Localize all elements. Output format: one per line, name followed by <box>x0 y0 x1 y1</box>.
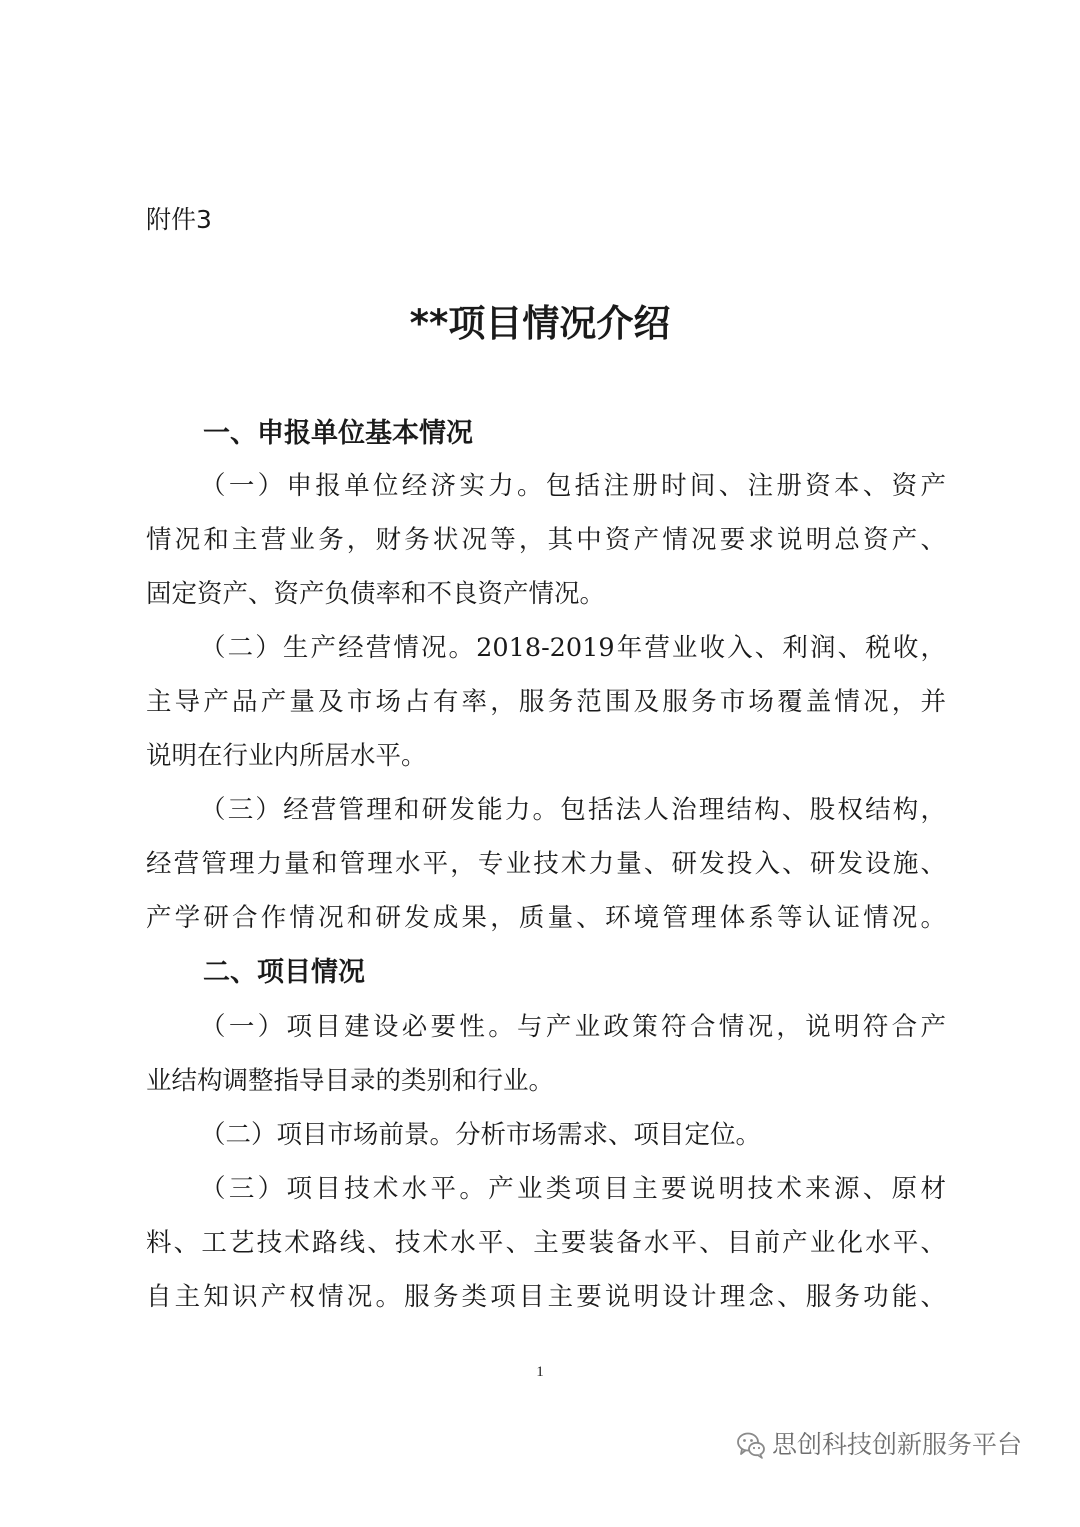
paragraph-line: 固定资产、资产负债率和不良资产情况。 <box>146 579 606 609</box>
paragraph-line: 主导产品产量及市场占有率，服务范围及服务市场覆盖情况，并 <box>146 687 946 717</box>
watermark-text: 思创科技创新服务平台 <box>772 1430 1023 1459</box>
paragraph-line: （三）经营管理和研发能力。包括法人治理结构、股权结构， <box>200 795 946 825</box>
paragraph-line: （一）申报单位经济实力。包括注册时间、注册资本、资产 <box>200 471 946 501</box>
paragraph-line: （二）项目市场前景。分析市场需求、项目定位。 <box>200 1120 762 1150</box>
watermark <box>736 1425 1022 1465</box>
paragraph-line: 产学研合作情况和研发成果，质量、环境管理体系等认证情况。 <box>146 903 946 933</box>
paragraph-line: 说明在行业内所居水平。 <box>146 741 427 771</box>
wechat-icon <box>736 1430 766 1460</box>
section-heading-1: 一、申报单位基本情况 <box>203 418 473 449</box>
paragraph-line: （二）生产经营情况。2018-2019年营业收入、利润、税收， <box>200 633 946 663</box>
page-number: 1 <box>536 1364 544 1380</box>
paragraph-line: 自主知识产权情况。服务类项目主要说明设计理念、服务功能、 <box>146 1282 946 1312</box>
paragraph-line: 业结构调整指导目录的类别和行业。 <box>146 1066 555 1096</box>
paragraph-line: （三）项目技术水平。产业类项目主要说明技术来源、原材 <box>200 1174 946 1204</box>
paragraph-line: 料、工艺技术路线、技术水平、主要装备水平、目前产业化水平、 <box>146 1228 946 1258</box>
section-heading-2: 二、项目情况 <box>203 957 365 988</box>
attachment-label: 附件3 <box>146 205 212 234</box>
document-title: **项目情况介绍 <box>409 302 671 345</box>
paragraph-line: （一）项目建设必要性。与产业政策符合情况，说明符合产 <box>200 1012 946 1042</box>
paragraph-line: 经营管理力量和管理水平，专业技术力量、研发投入、研发设施、 <box>146 849 946 879</box>
paragraph-line: 情况和主营业务，财务状况等，其中资产情况要求说明总资产、 <box>146 525 946 555</box>
